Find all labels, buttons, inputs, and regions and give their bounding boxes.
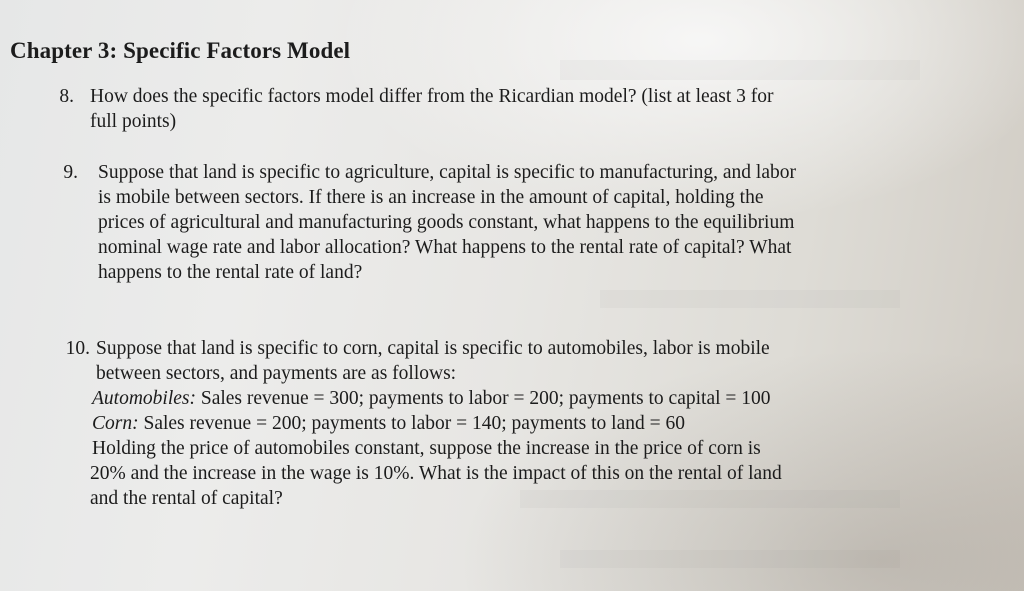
question-line: How does the specific factors model differ from the Ricardian model? (list at least 3 for — [90, 86, 774, 107]
question-10 — [0, 336, 1024, 526]
chapter-title: Chapter 3: Specific Factors Model — [10, 38, 351, 63]
question-line: between sectors, and payments are as follows: — [96, 363, 457, 384]
corn-payments: Sales revenue = 200; payments to labor = 140; payments to land = 60 — [143, 413, 685, 434]
question-text — [90, 336, 782, 511]
question-8 — [0, 84, 1024, 144]
question-line: 20% and the increase in the wage is 10%. What is the impact of this on the rental of land — [90, 463, 782, 484]
corn-label: Corn: — [92, 413, 139, 434]
question-line: and the rental of capital? — [90, 488, 283, 509]
question-number: 10. — [65, 338, 90, 359]
bleed-through-texture — [560, 550, 900, 568]
question-line: Holding the price of automobiles constant, suppose the increase in the price of corn is — [92, 438, 761, 459]
question-line: Suppose that land is specific to agriculture, capital is specific to manufacturing, and labor — [98, 162, 796, 183]
automobiles-line — [92, 386, 782, 411]
question-line: nominal wage rate and labor allocation? What happens to the rental rate of capital? What — [98, 237, 792, 258]
corn-line — [92, 411, 782, 436]
question-number: 8. — [59, 86, 74, 107]
question-text — [98, 160, 796, 285]
question-9 — [0, 160, 1024, 295]
question-line: full points) — [90, 111, 177, 132]
question-number: 9. — [63, 162, 78, 183]
question-text — [90, 84, 774, 134]
question-line: Suppose that land is specific to corn, capital is specific to automobiles, labor is mobile — [96, 338, 770, 359]
question-line: prices of agricultural and manufacturing goods constant, what happens to the equilibrium — [98, 212, 795, 233]
question-line: is mobile between sectors. If there is an increase in the amount of capital, holding the — [98, 187, 764, 208]
automobiles-payments: Sales revenue = 300; payments to labor = 200; payments to capital = 100 — [200, 388, 771, 409]
question-line: happens to the rental rate of land? — [98, 262, 363, 283]
bleed-through-texture — [560, 60, 920, 80]
automobiles-label: Automobiles: — [92, 388, 196, 409]
